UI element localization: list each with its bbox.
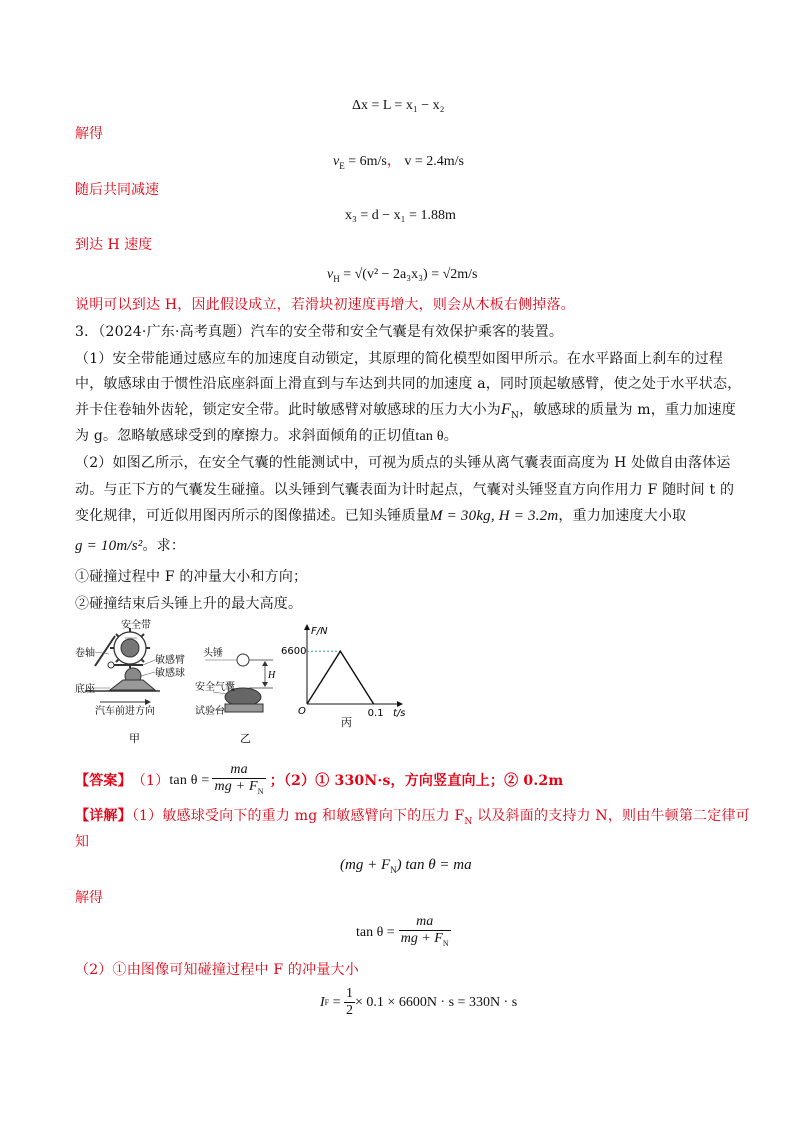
test-platform — [225, 704, 263, 712]
part2-given: M = 30kg, H = 3.2m — [430, 508, 559, 524]
answer-frac-den — [212, 779, 265, 800]
detail-line1-b: 以及斜面的支持力 N，则由牛顿第二定律可 — [472, 808, 750, 824]
eq6-fraction — [399, 914, 451, 952]
eq2-value: = 6m/s — [344, 154, 387, 169]
part1-fn: F — [501, 401, 511, 418]
detail-line1 — [75, 806, 750, 832]
force-series-line — [307, 651, 374, 704]
part1-line4-b: 。 — [443, 428, 458, 444]
belt-line — [95, 636, 115, 666]
part2-line4-b: 。求： — [142, 538, 186, 554]
eq2-sep: ， — [386, 154, 401, 169]
paragraph-shuoming: 说明可以到达 H，因此假设成立，若滑块初速度再增大，则会从木板右侧掉落。 — [75, 297, 575, 313]
detail-tag: 【详解】 — [75, 808, 132, 824]
figure-jia — [85, 628, 160, 705]
label-qinang: 安全气囊 — [195, 682, 235, 693]
label-shiyantai: 试验台 — [195, 706, 225, 717]
equation-vh — [327, 265, 478, 289]
label-mingganqiu: 敏感球 — [155, 668, 185, 679]
caption-jia: 甲 — [129, 732, 140, 745]
answer-frac-num: ma — [212, 762, 265, 779]
y-tick-label: 6600 — [281, 646, 307, 658]
y-axis-label: F/N — [311, 626, 328, 637]
equation-delta-x-text: Δx = L = x₁ − x₂ — [352, 98, 445, 113]
part2-line3 — [75, 506, 686, 526]
eq2-value2: v = 2.4m/s — [404, 154, 464, 169]
answer-part1-label: （1） — [131, 772, 170, 789]
answer-tag: 【答案】 — [75, 772, 132, 789]
eq6-den-text: mg + F — [400, 931, 443, 946]
caption-yi: 乙 — [240, 732, 251, 745]
arrow-head-icon — [145, 699, 151, 705]
label-juanzhou: 卷轴 — [75, 648, 95, 659]
part1-line3-a: 并卡住卷轴外齿轮，锁定安全带。此时敏感臂对敏感球的压力大小为 — [75, 402, 501, 418]
eq7-sub: F — [324, 998, 330, 1007]
figure-diagrams — [75, 618, 405, 748]
part1-line2: 中，敏感球由于惯性沿底座斜面上滑直到与车达到共同的加速度 a，同时顶起敏感臂，使之处于水平状态， — [75, 376, 742, 392]
label-jiede-1: 解得 — [75, 126, 103, 142]
part2-line1: （2）如图乙所示，在安全气囊的性能测试中，可视为质点的头锤从离气囊表面高度为 H 处做自由落体运 — [75, 455, 731, 471]
detail-line1-a: （1）敏感球受向下的重力 mg 和敏感臂向下的压力 F — [131, 808, 465, 824]
origin-label: O — [298, 706, 306, 717]
part2-line2: 动。与正下方的气囊发生碰撞。以头锤到气囊表面为计时起点，气囊对头锤竖直方向作用力 F 随时间 t 的 — [75, 482, 735, 498]
eq7-rest: × 0.1 × 6600N · s = 330N · s — [355, 994, 518, 1010]
label-dizuo: 底座 — [75, 684, 95, 695]
answer-tan: tan θ = — [169, 772, 210, 788]
detail-line2: 知 — [75, 834, 90, 850]
eq7-eq: = — [329, 994, 345, 1010]
part1-line3 — [75, 400, 736, 426]
label-direction: 汽车前进方向 — [95, 706, 155, 717]
reel-icon — [121, 639, 139, 657]
part1-line4-a: 为 g。忽略敏感球受到的摩擦力。求斜面倾角的正切值 — [75, 428, 416, 444]
answer-fraction — [212, 762, 265, 800]
eq4-v: v — [327, 267, 334, 282]
part1-fn-sub: N — [510, 410, 520, 421]
eq7-I: I — [320, 994, 325, 1010]
answer-frac-den-text: mg + F — [214, 779, 258, 794]
base-slope — [110, 680, 155, 690]
head-hammer — [237, 654, 249, 666]
caption-bing: 丙 — [341, 716, 352, 729]
answer-frac-den-sub: N — [257, 786, 264, 796]
equation-delta-x — [352, 96, 444, 116]
eq7-num: 1 — [346, 986, 354, 1001]
eq2-sub: E — [339, 160, 345, 171]
part2-line4 — [75, 536, 185, 556]
label-touchui: 头锤 — [203, 648, 223, 659]
part1-line1: （1）安全带能通过感应车的加速度自动锁定，其原理的简化模型如图甲所示。在水平路面上刹车的过程 — [75, 351, 724, 367]
detail-line1-sub: N — [464, 816, 473, 827]
label-mingganbi: 敏感臂 — [155, 655, 185, 666]
equation-newton — [340, 855, 472, 880]
part2-line3-a: 变化规律，可近似用图丙所示的图像描述。已知头锤质量 — [75, 508, 430, 524]
eq6-den — [399, 931, 451, 952]
question-3-heading: 3．（2024·广东·高考真题）汽车的安全带和安全气囊是有效保护乘客的装置。 — [75, 324, 564, 340]
eq6-den-sub: N — [442, 938, 449, 948]
part2-g: g = 10m/s² — [75, 538, 143, 554]
label-H: H — [268, 670, 276, 681]
eq7-den: 2 — [346, 1003, 354, 1018]
part1-line3-b: ，敏感球的质量为 m，重力加速度 — [519, 402, 736, 418]
equation-velocities — [333, 152, 464, 176]
label-daoda: 到达 H 速度 — [75, 237, 153, 253]
eq5-sub: N — [390, 865, 397, 875]
eq7-fraction — [344, 986, 355, 1019]
label-suihou: 随后共同减速 — [75, 182, 159, 198]
pivot-icon — [108, 662, 114, 668]
eq4-mid: = √(v² − 2a₃x₃) = — [339, 267, 443, 282]
eq6-num: ma — [399, 914, 451, 931]
eq4-sub: H — [333, 273, 340, 284]
sub-question-1: ①碰撞过程中 F 的冲量大小和方向； — [75, 569, 308, 585]
label-anquandai: 安全带 — [121, 620, 151, 631]
eq2-v: v — [333, 154, 340, 169]
x-axis-arrow-icon — [397, 701, 403, 707]
label-jiede-2: 解得 — [75, 890, 103, 906]
part2-line3-b: ，重力加速度大小取 — [558, 508, 687, 524]
answer-line — [75, 762, 563, 800]
chart-bing — [281, 624, 405, 729]
eq5-rest: ) tan θ = ma — [396, 857, 472, 873]
eq4-rhs: √2m/s — [442, 267, 478, 282]
x-axis-label: t/s — [393, 708, 405, 719]
eq6-lhs: tan θ = — [356, 924, 395, 940]
detail-part2: （2）①由图像可知碰撞过程中 F 的冲量大小 — [75, 962, 359, 978]
equation-x3: x₃ = d − x₁ = 1.88m — [345, 208, 456, 223]
answer-rest: ；（2）① 330N·s，方向竖直向上；② 0.2m — [269, 772, 564, 789]
eq5-a: (mg + F — [340, 857, 391, 873]
equation-tan — [356, 914, 451, 952]
equation-impulse — [320, 986, 517, 1019]
part1-line4 — [75, 426, 458, 447]
part1-tan: tan θ — [415, 429, 444, 444]
sub-question-2: ②碰撞结束后头锤上升的最大高度。 — [75, 596, 303, 612]
y-axis-arrow-icon — [304, 624, 310, 630]
x-tick-label: 0.1 — [367, 708, 384, 719]
